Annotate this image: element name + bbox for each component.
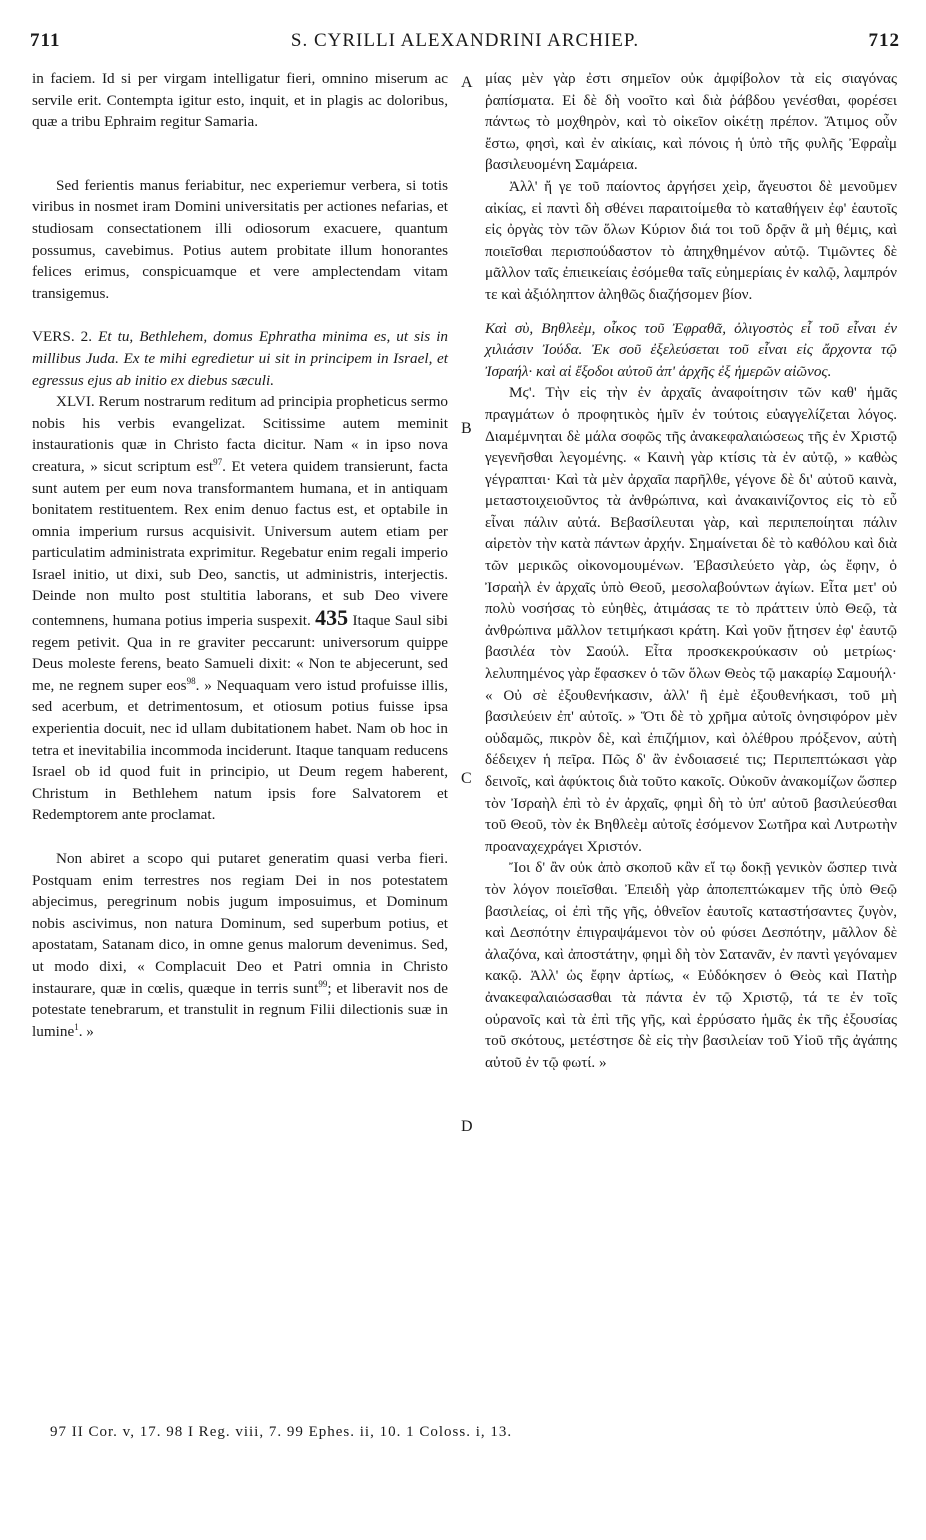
latin-p4-part-c: . » bbox=[78, 1022, 94, 1040]
footnote-ref-98: 98 bbox=[186, 675, 196, 686]
latin-verse bbox=[32, 326, 448, 391]
latin-p3-part-d: . » Nequaquam vero istud profuisse illis, sed acerbum, et detrimentosum, et otiosum potius fuisse ipsa experientia docuit, nec id ullam dubitationem habet. Nam ob hoc in tetra et inevitabilia incommoda inciderunt. Itaque tanquam reducens Israel ob id quod fuit in principio, ut Deum regem haberent, Christum in Bethlehem natum ipsis fore Salvatorem et Redemptorem ante proclamat. bbox=[32, 676, 448, 824]
latin-p3-part-c: Itaque Saul sibi regem petivit. Qua in re graviter peccarunt: universorum quippe Deus moleste ferens, beato Samueli dixit: « Non te abjecerunt, sed me, ne regnem super eos bbox=[32, 612, 449, 694]
greek-paragraph-3 bbox=[485, 382, 897, 857]
latin-p4-part-a: Non abiret a scopo qui putaret generatim quasi verba fieri. Postquam enim terrestres nos regiam Dei in nos potestatem abjecimus, peregrinum nobis jugum imposuimus, et Dominum nobis ascivimus, non natura Dominum, sed superbum potius, et apostatam, Satanam dico, in omne genus malorum devenimus. Sed, ut modo dixi, « Complacuit Deo et Patri omnia in Christo instaurare, quæ in cœlis, quæque in terris sunt bbox=[32, 850, 448, 997]
footnote-ref-97: 97 bbox=[213, 456, 223, 467]
running-title: S. CYRILLI ALEXANDRINI ARCHIEP. bbox=[290, 30, 640, 51]
greek-p3-text: Τὴν εἰς τὴν ἐν ἀρχαῖς ἀναφοίτησιν τῶν καθ' ἡμᾶς πραγμάτων ὁ προφητικὸς ἡμῖν ἐν τούτοις εὐαγγελίζεται λόγος. Διαμέμνηται δὲ μάλα σοφῶς τῆς ἀνακεφαλαιώσεως τῆς ἐν Χριστῷ γεγενῆσθαι λεγομένης. « Καινὴ γὰρ κτίσις τὰ ἐν αὐτῷ, » καθὼς γέγραπται· Καὶ τὰ μὲν ἀρχαῖα παρῆλθε, γέγονε δὲ δι' αὐτοῦ καινὰ, μεταστοιχειοῦντος τὰ ἀνθρώπινα, καὶ ἀνακαινίζοντος εἰς τὸ εὖ εἶναι πάλιν αὐτά. Βεβασίλευται γὰρ, καὶ περιπεποίηται πάλιν αἱρετὸν τὴν κατὰ πάντων ἀρχήν. Σημαίνεται δὲ τὸ καθόλου καὶ διὰ τῶν μερικῶς οἰκονομουμένων. Ἐβασιλεύετο γὰρ, ὡς ἔφην, ὁ Ἰσραὴλ ἐν ἀρχαῖς ὑπὸ Θεοῦ, μεσολαβούντων ἁγίων. Εἶτα μετ' οὐ πολὺ νοσήσας τὸ εὐηθὲς, ἀτιμάσας τε τὸ πράττειν ὑπὸ Θεῷ, τὰ ἀνθρώπινα μᾶλλον τετιμήκασι κράτη. Καὶ γοῦν ᾔτησεν ἐφ' ἑαυτῷ βασιλέα τὸν Σαούλ. Εἶτα προσκεκρούκασιν οὐ μετρίως· λελυπημένος γὰρ ἔφασκεν ὁ τῶν ὅλων Θεὸς τῷ μακαρίῳ Σαμουήλ· « Οὐ σὲ ἐξουθενήκασιν, ἀλλ' ἢ ἐμὲ ἐξουθενήκασι, τοῦ μὴ βασιλεύειν ἐπ' αὐτοῖς. » Ὅτι δὲ τὸ χρῆμα αὐτοῖς ὀνησιφόρον μὲν οὐδαμῶς, πικρὸν δὲ, καὶ ἐπιζήμιον, καὶ ὀλέθρου πρόξενον, αὐτὴ δέδειχεν ἡ πεῖρα. Πῶς δ' ἂν ἐνδοιασειέ τις; Περιπεπτώκασι γὰρ δεινοῖς, καὶ ἀφύκτοις διὰ τοῦτο κακοῖς. Οὐκοῦν ἀνακομίζων ὥσπερ τὸν Ἰσραὴλ ἐπὶ τὸ ἐν ἀρχαῖς, φημὶ δὴ τὸ ὑπ' αὐτοῦ βασιλεύεσθαι τοῦ Θεοῦ, τὸν ἐκ Βηθλεὲμ αὐτοῖς ἐσόμενον Σωτῆρα καὶ Λυτρωτὴν προαναχεχράγει Χριστόν. bbox=[485, 384, 897, 855]
latin-paragraph-2: Sed ferientis manus feriabitur, nec experiemur verbera, si totis viribus in nosmet iram Domini universitatis per actiones nefarias, et studiosam consectationem illi odiosorum exacuere, quantum possumus, cavebimus. Potius autem probitate illum honorantes felices erimus, conspicuamque et vere amplectendam vitam transigemus. bbox=[32, 176, 448, 302]
footnote-ref-1: 1 bbox=[74, 1021, 79, 1032]
page-number-right: 712 bbox=[868, 30, 900, 51]
latin-column bbox=[32, 68, 448, 1042]
greek-paragraph-4: Ἴοι δ' ἂν οὐκ ἀπὸ σκοποῦ κἂν εἴ τῳ δοκῇ γενικὸν ὥσπερ τινὰ τὸν λόγον ποιεῖσθαι. Ἐπειδὴ γὰρ ἀποπεπτώκαμεν τῆς ὑπὸ Θεῷ βασιλείας, οἱ ἐπὶ τῆς γῆς, ὀθνεῖον ἑαυτοῖς καταστήσαντες ζυγὸν, καὶ Δεσπότην ἐπιγραψάμενοι τὸν οὐ φύσει Δεσπότην, μᾶλλον δὲ ἀλαζόνα, καὶ ἀποστάτην, φημὶ δὴ τὸν Σατανᾶν, ἐν παντὶ γεγόναμεν κακῷ. Ἀλλ' ὡς ἔφην ἀρτίως, « Εὐδόκησεν ὁ Θεὸς καὶ Πατὴρ ἀνακεφαλαιώσασθαι τὰ πάντα ἐν τῷ Χριστῷ, τά τε ἐν τοῖς οὐρανοῖς καὶ τὰ ἐπὶ τῆς γῆς, καὶ ἐρρύσατο ἡμᾶς ἐκ τῆς ἐξουσίας τοῦ σκότους, μετέστησε δὲ εἰς τὴν βασιλείαν τοῦ Υἱοῦ τῆς ἀγάπης αὐτοῦ ἐν τῷ φωτί. » bbox=[485, 859, 897, 1071]
inline-page-number: 435 bbox=[315, 605, 349, 631]
marker-d: D bbox=[461, 1118, 473, 1135]
page-number-left: 711 bbox=[30, 30, 61, 51]
latin-p3-part-b: . Et vetera quidem transierunt, facta sunt autem per eum nova transformantem humana, et in antiquam bonitatem restituentem. Rex enim denuo factus est, et optabile in omnia imperium rursus acquisivit. Universum autem etiam per particulatim administrata exprimitur. Regebatur enim regali imperio Israel initio, ut dixi, sub Deo, sanctis, ut administris, interjectis. Deinde non multo post stultitia laborans, et sub Deo vivere contemnens, humana potius imperia suspexit. bbox=[32, 457, 449, 630]
marker-b: B bbox=[461, 420, 472, 437]
marker-c: C bbox=[461, 770, 472, 787]
greek-paragraph-2: Ἀλλ' ἤ γε τοῦ παίοντος ἀργήσει χεὶρ, ἄγευστοι δὲ μενοῦμεν αἰκίας, εἰ παντὶ δὴ σθένει παραιτοίμεθα τὸ καταθήγειν ἐφ' ἑαυτοῖς εἰς ὀργὰς τὸν τῶν ὅλων Κύριον διά τοι τοῦ δρᾷν ἃ μὴ θέμις, καὶ ποιεῖσθαι περισπούδαστον τὸ ἀπηχθημένον αὐτῷ. Τιμῶντες δὲ μᾶλλον ταῖς ἐπιεικείαις ἐσόμεθα ταῖς εὐημερίαις ἐν καλῷ, λαμπρόν τε καὶ ἀξιόληπτον ἀληθῶς διαζήσομεν βίον. bbox=[485, 177, 897, 303]
greek-column bbox=[485, 68, 897, 1073]
marker-a: A bbox=[461, 74, 473, 91]
greek-paragraph-1: μίας μὲν γὰρ ἐστι σημεῖον οὐκ ἀμφίβολον τὰ εἰς σιαγόνας ῥαπίσματα. Εἰ δὲ δὴ νοοῖτο καὶ διὰ ῥάβδου γενέσθαι, φορέσει πάντως τὸ μοχθηρὸν, καὶ τὸ οἰκεῖον οἰκέτῃ πρέπον. Ἄτιμος οὖν ἔστω, φησὶ, καὶ ἐν αἰκίαις, καὶ πόνοις ἡ ὑπὸ τῆς φυλῆς Ἐφραῒμ βασιλευομένη Σαμάρεια. bbox=[485, 70, 897, 174]
latin-paragraph-4 bbox=[32, 848, 448, 1042]
greek-verse: Καὶ σὺ, Βηθλεὲμ, οἶκος τοῦ Ἐφραθᾶ, ὀλιγοστὸς εἶ τοῦ εἶναι ἐν χιλιάσιν Ἰούδα. Ἐκ σοῦ ἐξελεύσεται τοῦ εἶναι εἰς ἄρχοντα τῷ Ἰσραήλ· καὶ αἱ ἔξοδοι αὐτοῦ ἀπ' ἀρχῆς ἐξ ἡμερῶν αἰῶνος. bbox=[485, 319, 897, 380]
latin-paragraph-1: in faciem. Id si per virgam intelligatur fieri, omnino miserum ac servile erit. Contempta igitur esto, inquit, et in plagis ac doloribus, quæ a tribu Ephraim regitur Samaria. bbox=[32, 70, 448, 131]
latin-p3-part-a: Rerum nostrarum reditum ad principia propheticus sermo nobis his verbis evangelizat. Scitissime autem meminit instaurationis quæ in Christo facta dicitur. Nam « in ipso nova creatura, » sicut scriptum est bbox=[32, 393, 448, 475]
latin-paragraph-3 bbox=[32, 391, 448, 826]
footnotes: 97 II Cor. v, 17. 98 I Reg. viii, 7. 99 Ephes. ii, 10. 1 Coloss. i, 13. bbox=[50, 1424, 513, 1440]
greek-section-number: Μϛ'. bbox=[509, 384, 536, 402]
verse-label: VERS. 2. bbox=[32, 328, 93, 346]
verse-text: Et tu, Bethlehem, domus Ephratha minima es, ut sis in millibus Juda. Ex te mihi egredietur ui sit in principem in Israel, et egressus ejus ab initio ex diebus sæculi. bbox=[32, 328, 449, 389]
section-number: XLVI. bbox=[56, 393, 95, 411]
latin-p4-part-b: ; et liberavit nos de potestate tenebrarum, et transtulit in regnum Filii dilectionis suæ in lumine bbox=[32, 979, 448, 1040]
section-markers bbox=[455, 0, 481, 1540]
footnote-ref-99: 99 bbox=[318, 978, 328, 989]
